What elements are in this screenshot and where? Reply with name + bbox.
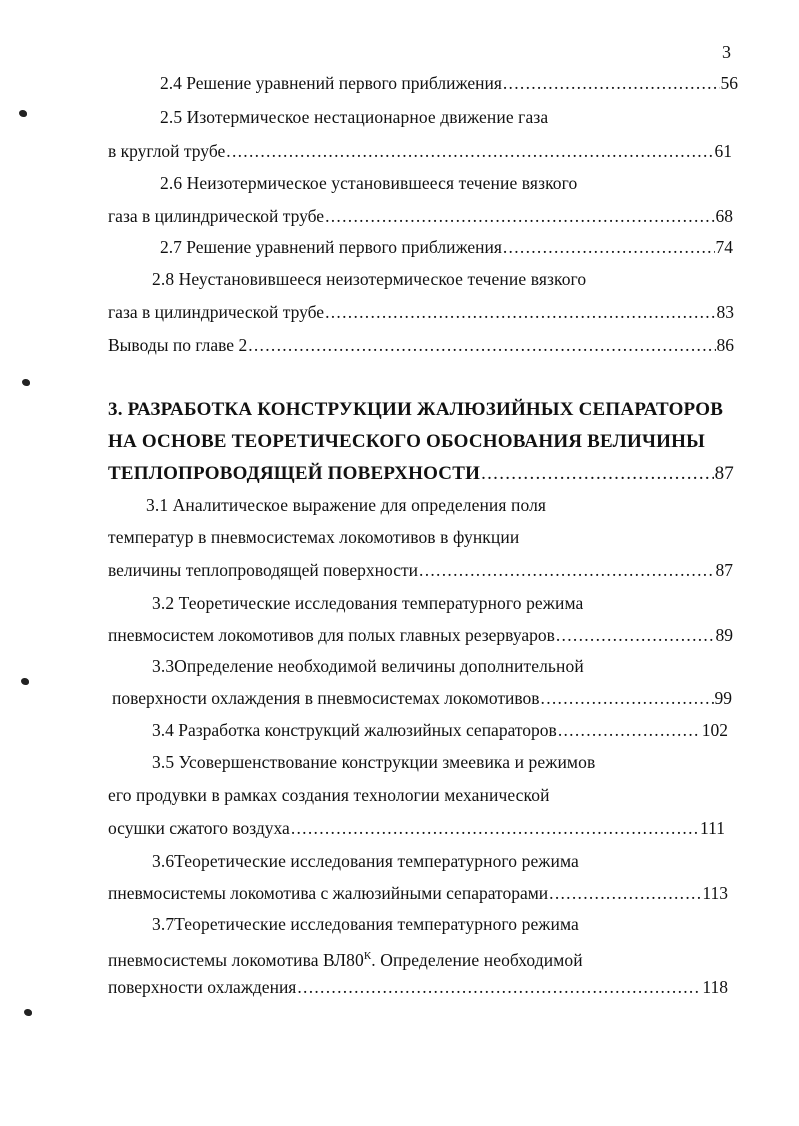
scan-speck	[24, 1009, 32, 1016]
dot-leader	[419, 559, 714, 581]
toc-entry-page: 118	[702, 977, 728, 997]
toc-entry-title: пневмосистем локомотивов для полых главных резервуаров	[108, 625, 555, 645]
dot-leader	[503, 72, 720, 94]
toc-entry-line: 3.7Теоретические исследования температурного режима	[152, 914, 579, 934]
toc-entry-title: 3.4 Разработка конструкций жалюзийных сепараторов	[152, 720, 557, 740]
toc-entry-line: его продувки в рамках создания технологии механической	[108, 785, 550, 805]
toc-entry-title: газа в цилиндрической трубе	[108, 206, 325, 226]
toc-entry	[108, 976, 728, 998]
toc-entry	[152, 719, 728, 741]
dot-leader	[481, 462, 714, 486]
chapter-heading: 3. РАЗРАБОТКА КОНСТРУКЦИИ ЖАЛЮЗИЙНЫХ СЕПАРАТОРОВ	[108, 399, 724, 420]
toc-entry-line: 3.2 Теоретические исследования температурного режима	[152, 593, 584, 613]
toc-entry-page: 99	[714, 688, 732, 708]
toc-entry-title: Выводы по главе 2	[108, 335, 248, 355]
toc-entry-title: осушки сжатого воздуха	[108, 818, 290, 838]
page-number: 3	[722, 42, 731, 62]
toc-entry-page: 87	[714, 463, 734, 484]
toc-entry-line: 3.5 Усовершенствование конструкции змеевика и режимов	[152, 752, 596, 772]
dot-leader	[325, 301, 715, 323]
toc-entry-page: 61	[714, 141, 732, 161]
toc-entry	[108, 334, 734, 356]
toc-entry-page: 68	[715, 206, 733, 226]
toc-entry-title: величины теплопроводящей поверхности	[108, 560, 419, 580]
toc-entry-title: газа в цилиндрической трубе	[108, 302, 325, 322]
dot-leader	[226, 140, 713, 162]
superscript-k: К	[363, 950, 372, 962]
dot-leader	[503, 236, 715, 258]
toc-entry-line: 3.1 Аналитическое выражение для определения поля	[146, 495, 547, 515]
toc-entry	[108, 205, 733, 227]
toc-entry	[160, 72, 738, 94]
toc-entry	[112, 687, 732, 709]
toc-entry-title: 2.7 Решение уравнений первого приближения	[160, 237, 502, 257]
toc-entry-page: 113	[702, 883, 728, 903]
toc-entry-text: пневмосистемы локомотива ВЛ80	[108, 949, 364, 970]
dot-leader	[291, 817, 699, 839]
chapter-heading: НА ОСНОВЕ ТЕОРЕТИЧЕСКОГО ОБОСНОВАНИЯ ВЕЛИЧИНЫ	[108, 431, 705, 452]
toc-entry	[108, 140, 732, 162]
toc-entry-page: 86	[716, 335, 734, 355]
dot-leader	[325, 205, 714, 227]
toc-entry	[108, 882, 728, 904]
toc-entry-page: 102	[701, 720, 728, 740]
scan-speck	[21, 678, 29, 685]
toc-entry-line: 2.5 Изотермическое нестационарное движение газа	[160, 107, 549, 127]
dot-leader	[248, 334, 715, 356]
toc-entry-line: 3.3Определение необходимой величины дополнительной	[152, 656, 584, 676]
toc-entry-line	[108, 945, 583, 971]
toc-entry-title: поверхности охлаждения	[108, 977, 297, 997]
scan-speck	[22, 379, 30, 386]
dot-leader	[297, 976, 701, 998]
dot-leader	[549, 882, 701, 904]
dot-leader	[558, 719, 701, 741]
toc-entry	[108, 559, 733, 581]
toc-entry-page: 87	[715, 560, 733, 580]
toc-entry-title: ТЕПЛОПРОВОДЯЩЕЙ ПОВЕРХНОСТИ	[108, 463, 481, 484]
toc-entry-page: 56	[720, 73, 738, 93]
chapter-heading-entry	[108, 462, 734, 486]
toc-entry-title: в круглой трубе	[108, 141, 226, 161]
toc-entry-line: 2.8 Неустановившееся неизотермическое течение вязкого	[152, 269, 587, 289]
toc-entry-page: 111	[700, 818, 725, 838]
toc-entry	[108, 624, 733, 646]
dot-leader	[541, 687, 714, 709]
toc-entry-page: 89	[715, 625, 733, 645]
dot-leader	[556, 624, 715, 646]
toc-entry-line: 2.6 Неизотермическое установившееся течение вязкого	[160, 173, 578, 193]
scan-speck	[19, 110, 27, 117]
toc-entry-line: температур в пневмосистемах локомотивов в функции	[108, 527, 520, 547]
toc-entry	[160, 236, 733, 258]
toc-entry-page: 83	[716, 302, 734, 322]
toc-entry-text-continued: . Определение необходимой	[371, 949, 583, 970]
toc-entry-title: поверхности охлаждения в пневмосистемах локомотивов	[112, 688, 540, 708]
toc-entry	[108, 301, 734, 323]
toc-entry-page: 74	[715, 237, 733, 257]
toc-entry-title: 2.4 Решение уравнений первого приближения	[160, 73, 502, 93]
toc-entry	[108, 817, 725, 839]
toc-entry-line: 3.6Теоретические исследования температурного режима	[152, 851, 579, 871]
toc-entry-title: пневмосистемы локомотива с жалюзийными сепараторами	[108, 883, 549, 903]
